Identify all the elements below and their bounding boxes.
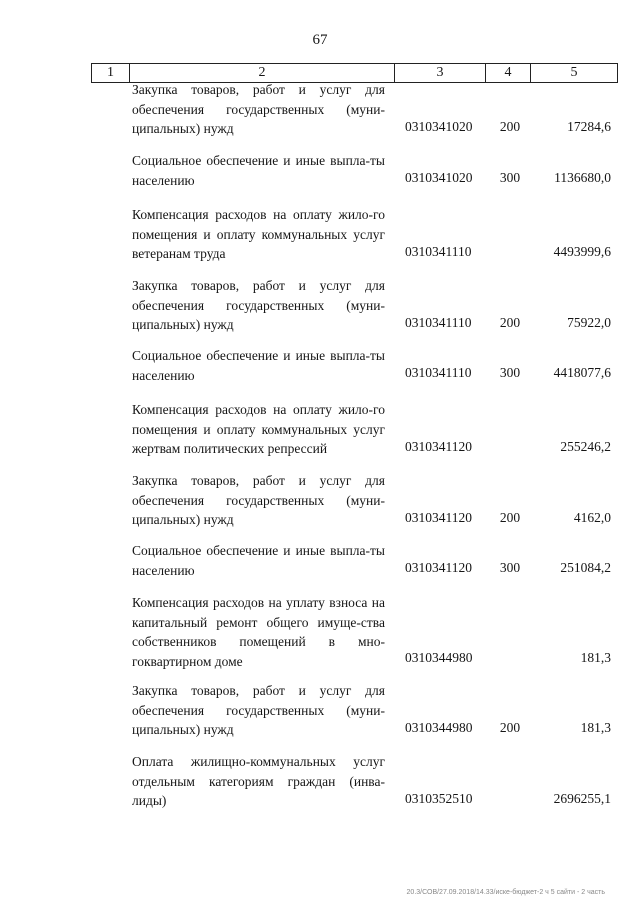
row-amount: 1136680,0 — [554, 170, 611, 185]
row-description: Социальное обеспечение и иные выпла-ты населению — [132, 543, 385, 578]
row-amount: 181,3 — [580, 650, 611, 665]
row-amount: 255246,2 — [560, 439, 611, 454]
row-description: Закупка товаров, работ и услуг для обеспечения государственных (муни-ципальных) нужд — [132, 683, 385, 738]
row-code: 0310344980 — [405, 720, 473, 735]
row-code: 0310352510 — [405, 791, 473, 806]
row-description: Социальное обеспечение и иные выпла-ты населению — [132, 348, 385, 383]
row-amount: 251084,2 — [560, 560, 611, 575]
row-code: 0310341120 — [405, 439, 472, 454]
row-type: 300 — [499, 170, 521, 185]
row-code: 0310341110 — [405, 365, 472, 380]
header-col-1: 1 — [92, 64, 130, 82]
row-code: 0310341110 — [405, 315, 472, 330]
row-description: Оплата жилищно-коммунальных услуг отдельным категориям граждан (инва-лиды) — [132, 754, 385, 809]
row-type: 300 — [499, 560, 521, 575]
header-col-5: 5 — [570, 65, 578, 80]
row-code: 0310341120 — [405, 510, 472, 525]
header-col-4: 4 — [486, 64, 531, 82]
row-amount: 181,3 — [580, 720, 611, 735]
row-code: 0310341020 — [405, 119, 473, 134]
row-code: 0310341120 — [405, 560, 472, 575]
page-number: 67 — [312, 32, 328, 48]
row-type: 200 — [499, 315, 521, 330]
row-type: 200 — [499, 720, 521, 735]
footer-stamp: 20.3/СОВ/27.09.2018/14.33/иске-бюджет-2 ч 5 сайти - 2 часть — [406, 889, 605, 896]
row-amount: 75922,0 — [567, 315, 611, 330]
row-type: 300 — [499, 365, 521, 380]
header-col-2: 2 — [130, 64, 395, 82]
row-description: Компенсация расходов на оплату жило-го помещения и оплату коммунальных услуг жертвам политических репрессий — [132, 402, 385, 457]
row-code: 0310344980 — [405, 650, 473, 665]
row-code: 0310341020 — [405, 170, 473, 185]
row-amount: 4493999,6 — [553, 244, 611, 259]
row-type: 200 — [499, 119, 521, 134]
row-description: Компенсация расходов на уплату взноса на капитальный ремонт общего имуще-ства собственников помещений в мно-гоквартирном доме — [132, 595, 385, 669]
row-amount: 2696255,1 — [553, 791, 611, 806]
header-col-3: 3 — [395, 64, 486, 82]
row-description: Закупка товаров, работ и услуг для обеспечения государственных (муни-ципальных) нужд — [132, 82, 385, 137]
row-amount: 4162,0 — [573, 510, 611, 525]
row-amount: 4418077,6 — [553, 365, 611, 380]
row-description: Компенсация расходов на оплату жило-го помещения и оплату коммунальных услуг ветеранам труда — [132, 207, 385, 262]
row-amount: 17284,6 — [567, 119, 611, 134]
row-description: Закупка товаров, работ и услуг для обеспечения государственных (муни-ципальных) нужд — [132, 473, 385, 528]
row-description: Социальное обеспечение и иные выпла-ты населению — [132, 153, 385, 188]
row-description: Закупка товаров, работ и услуг для обеспечения государственных (муни-ципальных) нужд — [132, 278, 385, 333]
row-code: 0310341110 — [405, 244, 472, 259]
row-type: 200 — [499, 510, 521, 525]
